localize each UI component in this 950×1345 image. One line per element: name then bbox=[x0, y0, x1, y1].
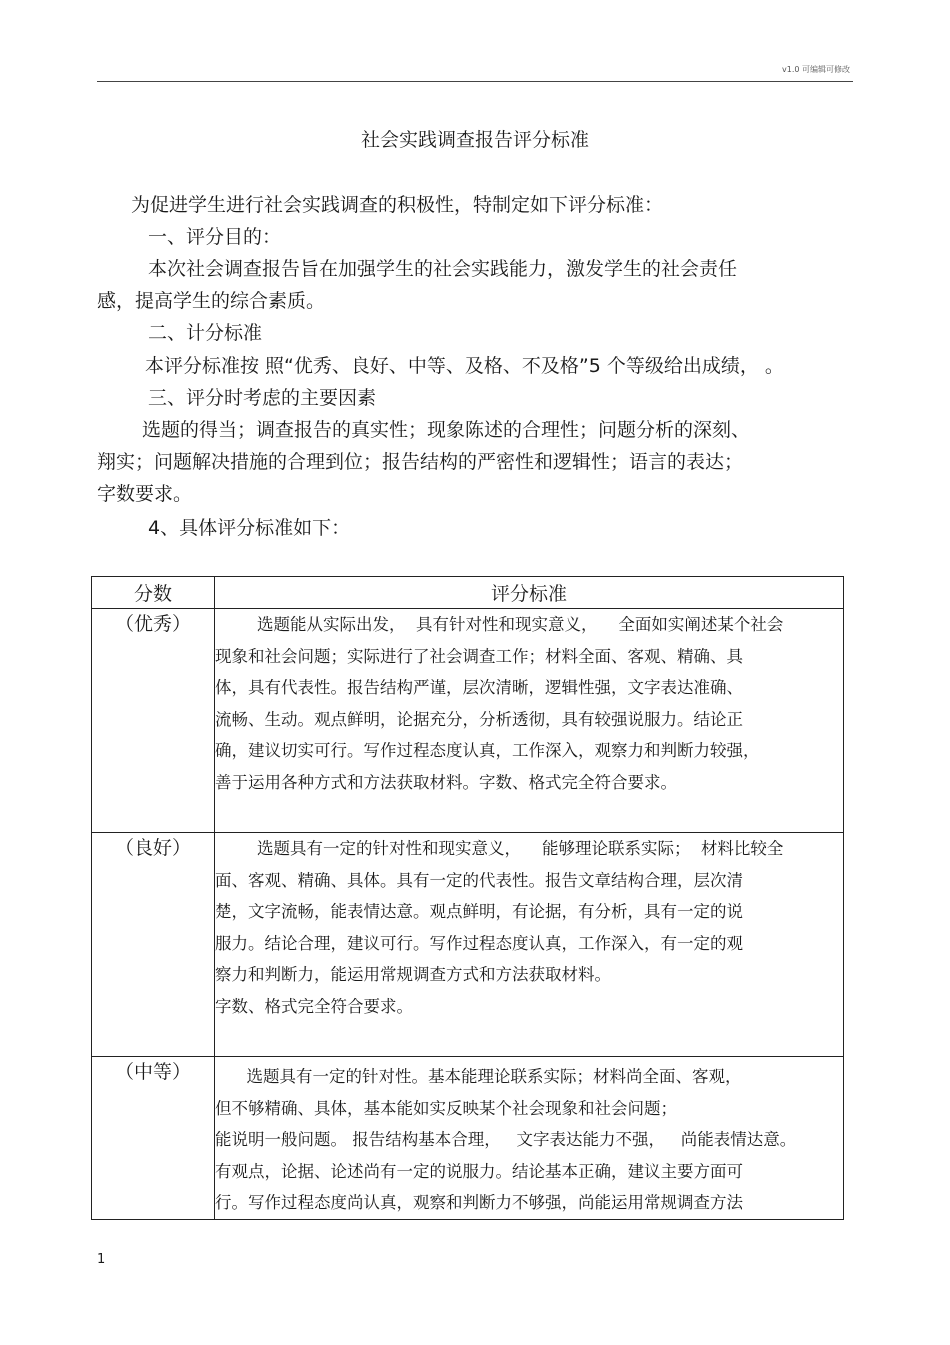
section-3-heading: 三、评分时考虑的主要因素 bbox=[148, 387, 377, 409]
header-rule bbox=[97, 81, 853, 82]
criteria-line: 现象和社会问题；实际进行了社会调查工作；材料全面、客观、精确、具 bbox=[215, 646, 743, 666]
page-number: 1 bbox=[97, 1252, 106, 1267]
section-2-text: 本评分标准按 照“优秀、良好、中等、及格、不及格”5 个等级给出成绩， 。 bbox=[145, 355, 784, 377]
intro-paragraph: 为促进学生进行社会实践调查的积极性，特制定如下评分标准： bbox=[131, 194, 664, 216]
table-row bbox=[92, 609, 844, 833]
header-score: 分数 bbox=[92, 577, 215, 609]
header-criteria: 评分标准 bbox=[215, 577, 844, 609]
criteria-line: 服力。结论合理，建议可行。写作过程态度认真，工作深入，有一定的观 bbox=[215, 933, 743, 953]
criteria-line: 能说明一般问题。 报告结构基本合理， 文字表达能力不强， 尚能表情达意。 bbox=[215, 1130, 797, 1150]
grade-label: （良好） bbox=[92, 833, 215, 1057]
section-1-line-2: 感，提高学生的综合素质。 bbox=[97, 290, 326, 312]
grading-table bbox=[91, 576, 844, 1220]
criteria-line: 面、客观、精确、具体。具有一定的代表性。报告文章结构合理，层次清 bbox=[215, 870, 743, 890]
section-3-line-2: 翔实；问题解决措施的合理到位；报告结构的严密性和逻辑性；语言的表达； bbox=[97, 451, 744, 473]
criteria-line: 有观点，论据、论述尚有一定的说服力。结论基本正确，建议主要方面可 bbox=[215, 1161, 743, 1181]
table-row bbox=[92, 1057, 844, 1220]
section-2-heading: 二、计分标准 bbox=[148, 322, 263, 344]
criteria-line: 选题能从实际出发， 具有针对性和现实意义， 全面如实阐述某个社会 bbox=[215, 615, 784, 634]
criteria-line: 确，建议切实可行。写作过程态度认真，工作深入，观察力和判断力较强， bbox=[215, 741, 760, 761]
criteria-line: 但不够精确、具体，基本能如实反映某个社会现象和社会问题； bbox=[215, 1098, 677, 1118]
criteria-cell bbox=[215, 1057, 844, 1220]
criteria-line: 善于运用各种方式和方法获取材料。字数、格式完全符合要求。 bbox=[215, 772, 677, 792]
section-1-heading: 一、评分目的： bbox=[148, 226, 282, 248]
section-3-line-3: 字数要求。 bbox=[97, 483, 193, 505]
section-1-line-1: 本次社会调查报告旨在加强学生的社会实践能力，激发学生的社会责任 bbox=[148, 258, 738, 280]
criteria-cell bbox=[215, 833, 844, 1057]
grade-label: （优秀） bbox=[92, 609, 215, 833]
table-row bbox=[92, 833, 844, 1057]
criteria-cell bbox=[215, 609, 844, 833]
section-3-line-1: 选题的得当；调查报告的真实性；现象陈述的合理性；问题分析的深刻、 bbox=[142, 419, 751, 441]
grade-label: （中等） bbox=[92, 1057, 215, 1220]
page-title: 社会实践调查报告评分标准 bbox=[360, 129, 589, 151]
section-4-heading: 4、具体评分标准如下： bbox=[148, 517, 351, 539]
table-header-row bbox=[92, 577, 844, 609]
criteria-line: 选题具有一定的针对性和现实意义， 能够理论联系实际； 材料比较全 bbox=[215, 839, 784, 858]
criteria-line: 行。写作过程态度尚认真，观察和判断力不够强，尚能运用常规调查方法 bbox=[215, 1193, 743, 1213]
criteria-line: 选题具有一定的针对性。基本能理论联系实际；材料尚全面、客观， bbox=[215, 1067, 742, 1086]
criteria-line: 察力和判断力，能运用常规调查方式和方法获取材料。 bbox=[215, 965, 611, 985]
criteria-line: 流畅、生动。观点鲜明，论据充分，分析透彻，具有较强说服力。结论正 bbox=[215, 709, 743, 729]
header-version: v1.0 可编辑可修改 bbox=[782, 65, 850, 74]
criteria-line: 体，具有代表性。报告结构严谨，层次清晰，逻辑性强，文字表达准确、 bbox=[215, 678, 743, 698]
criteria-line: 字数、格式完全符合要求。 bbox=[215, 996, 413, 1016]
criteria-line: 楚，文字流畅，能表情达意。观点鲜明，有论据，有分析，具有一定的说 bbox=[215, 902, 743, 922]
